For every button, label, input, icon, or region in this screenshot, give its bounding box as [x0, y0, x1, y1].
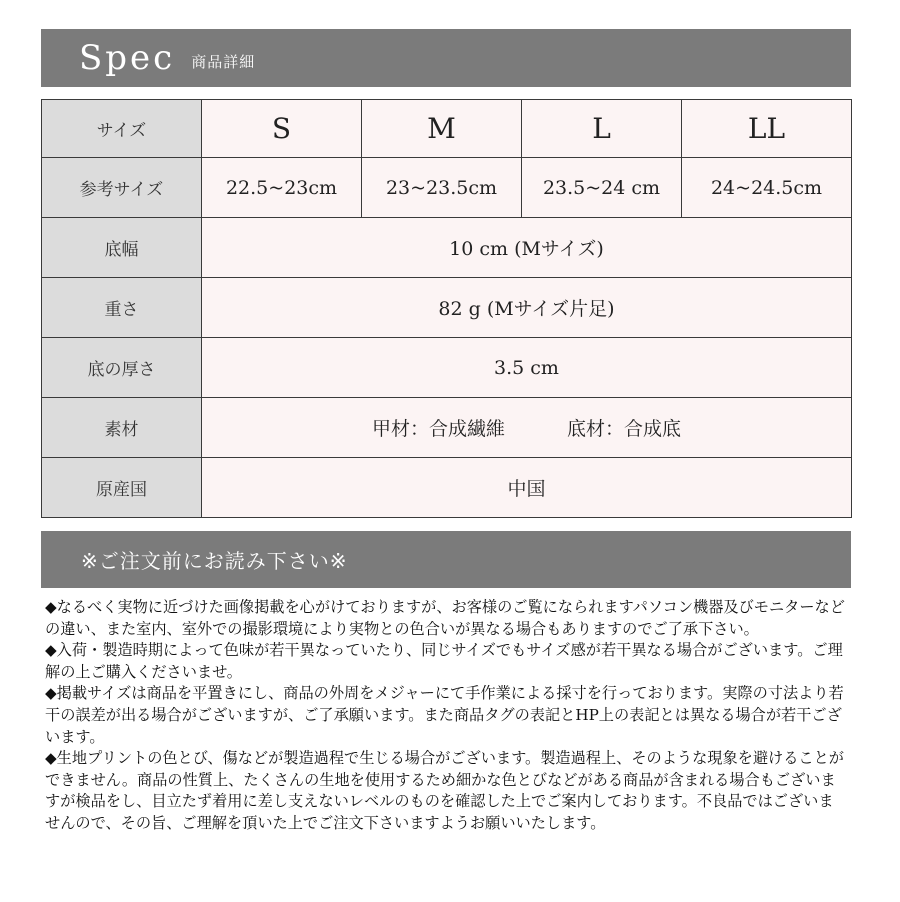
origin-label: 原産国 [42, 458, 202, 518]
notice-paragraph: ◆生地プリントの色とび、傷などが製造過程で生じる場合がございます。製造過程上、そのような現象を避けることができません。商品の性質上、たくさんの生地を使用するため細かな色とびなどがある商品が含まれる場合もございますが検品をし、目立たず着用に差し支えないレベルのものを確認した上でご案内しております。不良品ではございませんので、その旨、ご理解を頂いた上でご注文下さいますようお願いいたします。 [45, 749, 844, 832]
width-label: 底幅 [42, 218, 202, 278]
notice-body [45, 597, 845, 835]
notice-paragraph: ◆入荷・製造時期によって色味が若干異なっていたり、同じサイズでもサイズ感が若干異なる場合がございます。ご理解の上ご購入くださいませ。 [45, 641, 843, 681]
size-label: サイズ [42, 100, 202, 158]
material-sole: 底材：合成底 [567, 418, 682, 440]
sole-value: 3.5 cm [202, 338, 852, 398]
table-row-ref-size [42, 158, 852, 218]
spec-title: Spec [79, 38, 176, 78]
table-row-width [42, 218, 852, 278]
notice-paragraph: ◆掲載サイズは商品を平置きにし、商品の外周をメジャーにて手作業による採寸を行っております。実際の寸法より若干の誤差が出る場合がございますが、ご了承願います。また商品タグの表記とHP上の表記とは異なる場合が若干ございます。 [45, 684, 844, 746]
ref-size-ll: 24~24.5cm [682, 158, 852, 218]
ref-size-l: 23.5~24 cm [522, 158, 682, 218]
sole-label: 底の厚さ [42, 338, 202, 398]
table-row-material [42, 398, 852, 458]
weight-value: 82 g (Mサイズ片足) [202, 278, 852, 338]
width-value: 10 cm (Mサイズ) [202, 218, 852, 278]
size-s: S [202, 100, 362, 158]
ref-size-label: 参考サイズ [42, 158, 202, 218]
size-l: L [522, 100, 682, 158]
origin-value: 中国 [202, 458, 852, 518]
material-label: 素材 [42, 398, 202, 458]
material-upper: 甲材：合成繊維 [371, 418, 505, 440]
spec-subtitle: 商品詳細 [191, 52, 256, 71]
weight-label: 重さ [42, 278, 202, 338]
table-row-origin [42, 458, 852, 518]
ref-size-s: 22.5~23cm [202, 158, 362, 218]
spec-header [41, 29, 851, 87]
size-ll: LL [682, 100, 852, 158]
notice-paragraph: ◆なるべく実物に近づけた画像掲載を心がけておりますが、お客様のご覧になられますパソコン機器及びモニターなどの違い、また室内、室外での撮影環境により実物との色合いが異なる場合もありますのでご了承下さい。 [45, 598, 845, 638]
notice-header [41, 531, 851, 588]
material-value [202, 398, 852, 458]
table-row-sole [42, 338, 852, 398]
notice-title: ※ご注文前にお読み下さい※ [81, 549, 348, 573]
ref-size-m: 23~23.5cm [362, 158, 522, 218]
spec-table [41, 99, 852, 518]
table-row-size [42, 100, 852, 158]
size-m: M [362, 100, 522, 158]
table-row-weight [42, 278, 852, 338]
